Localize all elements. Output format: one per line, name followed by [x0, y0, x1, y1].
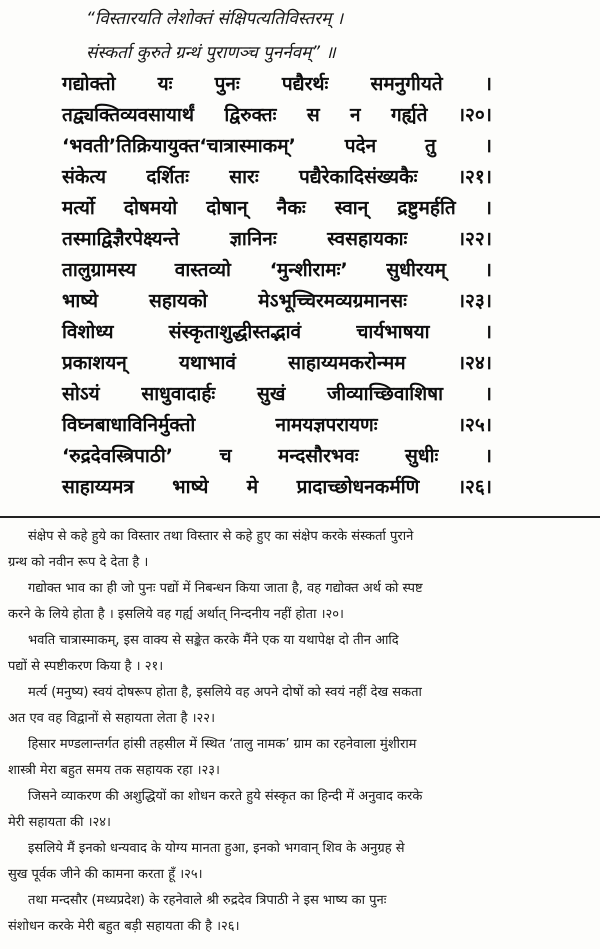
translation-line: संशोधन करके मेरी बहुत बड़ी सहायता की है ।२६। [8, 919, 240, 934]
translation-line: मेरी सहायता की ।२४। [8, 815, 111, 830]
verse-line: तद्व्यक्तिव्यवसायार्थं द्विरुक्तः स न गर्ह्यते ।२०। [62, 104, 492, 126]
translation-line: तथा मन्दसौर (मध्यप्रदेश) के रहनेवाले श्री रुद्रदेव त्रिपाठी ने इस भाष्य का पुनः [28, 893, 387, 908]
translation-line: अत एव वह विद्वानों से सहायता लेता है ।२२। [8, 711, 215, 726]
verse-line: प्रकाशयन् यथाभावं साहाय्यमकरोन्मम ।२४। [62, 352, 492, 374]
verse-line: तस्माद्विज्ञैरपेक्ष्यन्ते ज्ञानिनः स्वसहायकाः ।२२। [62, 228, 492, 250]
verse-line: विशोध्य संस्कृताशुद्धीस्तद्भावं चार्यभाषया । [62, 321, 492, 343]
translation-line: सुख पूर्वक जीने की कामना करता हूँ ।२५। [8, 867, 203, 882]
translation-line: हिसार मण्डलान्तर्गत हांसी तहसील में स्थित ‘तालु नामक’ ग्राम का रहनेवाला मुंशीराम [28, 737, 417, 752]
translation-line: पद्यों से स्पष्टीकरण किया है । २१। [8, 659, 164, 674]
translation-line: शास्त्री मेरा बहुत समय तक सहायक रहा ।२३। [8, 763, 220, 778]
verse-line: मर्त्यो दोषमयो दोषान् नैकः स्वान् द्रष्टुमर्हति । [62, 197, 492, 219]
verse-line: ‘भवती’तिक्रियायुक्त‘चात्रास्माकम्’ पदेन तु । [62, 135, 492, 157]
section-divider [0, 516, 600, 518]
quoted-verse-line-1: “विस्तारयति लेशोक्तं संक्षिपत्यतिविस्तरम् । [86, 9, 344, 29]
verse-line: ‘रुद्रदेवस्त्रिपाठी’ च मन्दसौरभवः सुधीः । [62, 445, 492, 467]
verse-line: विघ्नबाधाविनिर्मुक्तो नामयज्ञपरायणः ।२५। [62, 414, 492, 436]
verse-line: तालुग्रामस्य वास्तव्यो ‘मुन्शीरामः’ सुधीरयम् । [62, 259, 492, 281]
translation-line: करने के लिये होता है । इसलिये वह गर्ह्य अर्थात् निन्दनीय नहीं होता ।२०। [8, 607, 344, 622]
verse-line: सोऽयं साधुवादार्हः सुखं जीव्याच्छिवाशिषा । [62, 383, 492, 405]
verse-line: गद्योक्तो यः पुनः पद्यैरर्थः समनुगीयते । [62, 73, 492, 95]
translation-line: जिसने व्याकरण की अशुद्धियों का शोधन करते हुये संस्कृत का हिन्दी में अनुवाद करके [28, 789, 423, 804]
translation-line: भवति चात्रास्माकम्, इस वाक्य से सङ्केत करके मैंने एक या यथापेक्ष दो तीन आदि [28, 633, 399, 648]
translation-line: इसलिये मैं इनको धन्यवाद के योग्य मानता हुआ, इनको भगवान् शिव के अनुग्रह से [28, 841, 405, 856]
verse-line: संकेत्य दर्शितः सारः पद्यैरेकादिसंख्यकैः ।२१। [62, 166, 492, 188]
verse-line: साहाय्यमत्र भाष्ये मे प्रादाच्छोधनकर्मणि ।२६। [62, 476, 492, 498]
hindi-translation-block [0, 520, 600, 949]
verse-line: भाष्ये सहायको मेऽभूच्चिरमव्यग्रमानसः ।२३। [62, 290, 492, 312]
translation-line: मर्त्य (मनुष्य) स्वयं दोषरूप होता है, इसलिये वह अपने दोषों को स्वयं नहीं देख सकता [28, 685, 422, 700]
translation-line: गद्योक्त भाव का ही जो पुनः पद्यों में निबन्धन किया जाता है, वह गद्योक्त अर्थ को स्पष्ट [28, 581, 423, 596]
translation-line: ग्रन्थ को नवीन रूप दे देता है । [8, 555, 149, 570]
quoted-verse-line-2: संस्कर्ता कुरुते ग्रन्थं पुराणञ्च पुनर्नवम्” ॥ [86, 43, 336, 63]
translation-line: संक्षेप से कहे हुये का विस्तार तथा विस्तार से कहे हुए का संक्षेप करके संस्कर्ता पुराने [28, 529, 414, 544]
